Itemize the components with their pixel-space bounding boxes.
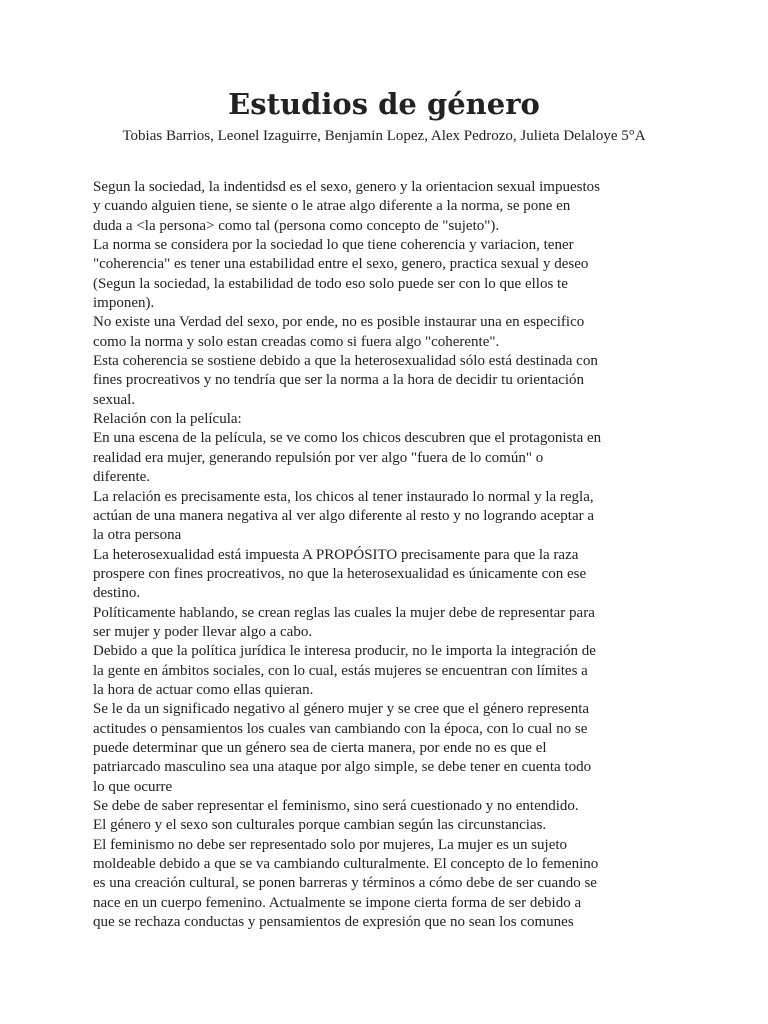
body-line: (Segun la sociedad, la estabilidad de todo eso solo puede ser con lo que ellos te — [93, 275, 568, 292]
body-line: la gente en ámbitos sociales, con lo cual, estás mujeres se encuentran con límites a — [93, 662, 588, 679]
body-line: diferente. — [93, 469, 151, 486]
body-line: como la norma y solo estan creadas como si fuera algo "coherente". — [93, 333, 500, 350]
body-line: la hora de actuar como ellas quieran. — [93, 681, 314, 698]
document-authors: Tobias Barrios, Leonel Izaguirre, Benjamin Lopez, Alex Pedrozo, Julieta Delaloye 5°A — [122, 128, 646, 144]
body-line: fines procreativos y no tendría que ser la norma a la hora de decidir tu orientación — [93, 372, 585, 389]
document-body — [93, 178, 693, 932]
body-line: moldeable debido a que se va cambiando culturalmente. El concepto de lo femenino — [93, 856, 599, 873]
body-line: patriarcado masculino sea una ataque por algo simple, se debe tener en cuenta todo — [93, 759, 592, 776]
body-line: La norma se considera por la sociedad lo que tiene coherencia y variacion, tener — [93, 237, 574, 254]
body-line: ser mujer y poder llevar algo a cabo. — [93, 623, 313, 640]
body-line: Debido a que la política jurídica le interesa producir, no le importa la integración de — [93, 643, 596, 660]
body-line: destino. — [93, 585, 141, 602]
body-line: Políticamente hablando, se crean reglas las cuales la mujer debe de representar para — [93, 604, 595, 621]
body-line: duda a <la persona> como tal (persona como concepto de "sujeto"). — [93, 217, 500, 234]
body-line: puede determinar que un género sea de cierta manera, por ende no es que el — [93, 739, 547, 756]
body-line: Se le da un significado negativo al género mujer y se cree que el género representa — [93, 701, 590, 718]
body-line: No existe una Verdad del sexo, por ende, no es posible instaurar una en especifico — [93, 314, 585, 331]
document-title: Estudios de género — [228, 87, 540, 121]
body-line: Relación con la película: — [93, 411, 242, 428]
body-line: La relación es precisamente esta, los chicos al tener instaurado lo normal y la regla, — [93, 488, 594, 505]
body-line: lo que ocurre — [93, 778, 173, 795]
body-line: y cuando alguien tiene, se siente o le atrae algo diferente a la norma, se pone en — [93, 198, 571, 215]
body-line: realidad era mujer, generando repulsión por ver algo "fuera de lo común" o — [93, 449, 544, 466]
body-line: es una creación cultural, se ponen barreras y términos a cómo debe de ser cuando se — [93, 875, 597, 892]
body-line: actúan de una manera negativa al ver algo diferente al resto y no logrando aceptar a — [93, 507, 595, 524]
body-line: actitudes o pensamientos los cuales van cambiando con la época, con lo cual no se — [93, 720, 588, 737]
body-line: "coherencia" es tener una estabilidad entre el sexo, genero, practica sexual y deseo — [93, 256, 589, 273]
body-line: que se rechaza conductas y pensamientos de expresión que no sean los comunes — [93, 914, 574, 931]
body-line: Esta coherencia se sostiene debido a que la heterosexualidad sólo está destinada con — [93, 353, 598, 370]
body-line: imponen). — [93, 295, 155, 312]
body-line: La heterosexualidad está impuesta A PROPÓSITO precisamente para que la raza — [93, 546, 579, 563]
body-line: la otra persona — [93, 527, 182, 544]
body-line: prospere con fines procreativos, no que la heterosexualidad es únicamente con ese — [93, 565, 587, 582]
body-line: nace en un cuerpo femenino. Actualmente se impone cierta forma de ser debido a — [93, 894, 582, 911]
body-line: En una escena de la película, se ve como los chicos descubren que el protagonista en — [93, 430, 602, 447]
body-line: El género y el sexo son culturales porque cambian según las circunstancias. — [93, 817, 547, 834]
body-line: Se debe de saber representar el feminismo, sino será cuestionado y no entendido. — [93, 798, 579, 814]
body-line: sexual. — [93, 391, 136, 408]
body-line: Segun la sociedad, la indentidsd es el sexo, genero y la orientacion sexual impuestos — [93, 179, 600, 195]
body-line: El feminismo no debe ser representado solo por mujeres, La mujer es un sujeto — [93, 836, 568, 853]
